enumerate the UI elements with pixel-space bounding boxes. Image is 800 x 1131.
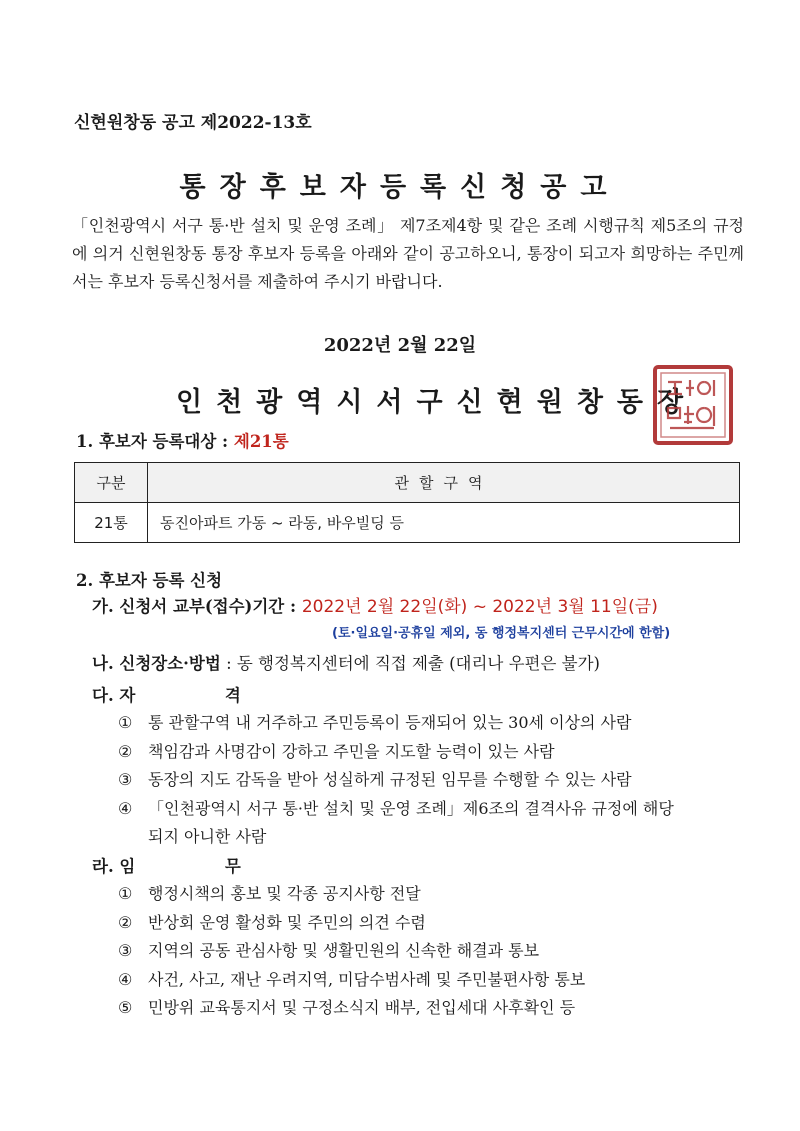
period-dates: 2022년 2월 22일(화) ~ 2022년 3월 11일(금)	[301, 597, 658, 617]
page-title: 통장후보자등록신청공고	[179, 172, 621, 203]
table-cell-category: 21통	[75, 503, 148, 543]
section-1-heading	[76, 428, 289, 452]
item-number: ③	[118, 941, 133, 960]
notice-date: 2022년 2월 22일	[323, 335, 477, 356]
item-number: ①	[118, 713, 133, 732]
item-text: 「인천광역시 서구 통·반 설치 및 운영 조례」제6조의 결격사유 규정에 해당	[148, 799, 674, 818]
duties-label-1: 라. 임	[92, 857, 136, 876]
item-number: ④	[118, 970, 133, 989]
official-seal-icon	[652, 364, 734, 446]
qualification-heading	[92, 682, 241, 706]
item-number: ③	[118, 770, 133, 789]
item-number: ⑤	[118, 998, 133, 1017]
table-header-area: 관할구역	[148, 463, 740, 503]
item-text: 지역의 공동 관심사항 및 생활민원의 신속한 해결과 통보	[148, 941, 540, 960]
application-method	[92, 650, 600, 674]
issuer-name: 인천광역시서구신현원창동장	[176, 387, 698, 418]
method-text: : 동 행정복지센터에 직접 제출 (대리나 우편은 불가)	[226, 654, 600, 673]
qualification-label-2: 격	[224, 686, 241, 705]
item-text: 동장의 지도 감독을 받아 성실하게 규정된 임무를 수행할 수 있는 사람	[148, 770, 632, 789]
qualification-item	[118, 796, 674, 819]
item-text: 행정시책의 홍보 및 각종 공지사항 전달	[148, 884, 421, 903]
item-text: 통 관할구역 내 거주하고 주민등록이 등재되어 있는 30세 이상의 사람	[148, 713, 632, 732]
intro-paragraph: 「인천광역시 서구 통·반 설치 및 운영 조례」 제7조제4항 및 같은 조례 시행규칙 제5조의 규정에 의거 신현원창동 통장 후보자 등록을 아래와 같이 공고하오니, 통장이 되고자 희망하는 주민께서는 후보자 등록신청서를 제출하여 주시기 바랍니다.	[72, 216, 744, 291]
duties-heading	[92, 853, 241, 877]
notice-number: 신현원창동 공고 제2022-13호	[74, 113, 312, 133]
item-text: 반상회 운영 활성화 및 주민의 의견 수렴	[148, 913, 426, 932]
period-label: 가. 신청서 교부(접수)기간 :	[92, 597, 297, 616]
jurisdiction-table	[74, 462, 740, 543]
qualification-item	[118, 710, 631, 733]
qualification-item-continuation: 되지 아니한 사람	[148, 827, 267, 846]
application-period	[92, 592, 658, 617]
duty-item	[118, 967, 585, 990]
duty-item	[118, 995, 575, 1018]
section-1-label: 1. 후보자 등록대상 :	[76, 432, 229, 451]
section-2-heading: 2. 후보자 등록 신청	[76, 571, 223, 590]
target-tong: 제21통	[233, 432, 289, 451]
item-number: ①	[118, 884, 133, 903]
item-number: ④	[118, 799, 133, 818]
duty-item	[118, 881, 421, 904]
duty-item	[118, 910, 426, 933]
item-text: 민방위 교육통지서 및 구정소식지 배부, 전입세대 사후확인 등	[148, 998, 576, 1017]
table-cell-area: 동진아파트 가동 ~ 라동, 바우빌딩 등	[148, 503, 740, 543]
qualification-label-1: 다. 자	[92, 686, 136, 705]
duty-item	[118, 938, 539, 961]
period-note: (토·일요일·공휴일 제외, 동 행정복지센터 근무시간에 한함)	[332, 626, 671, 641]
table-header-row	[75, 463, 740, 503]
qualification-item	[118, 767, 632, 790]
item-number: ②	[118, 742, 133, 761]
item-text: 책임감과 사명감이 강하고 주민을 지도할 능력이 있는 사람	[148, 742, 555, 761]
item-number: ②	[118, 913, 133, 932]
qualification-item	[118, 739, 555, 762]
item-text: 사건, 사고, 재난 우려지역, 미담수범사례 및 주민불편사항 통보	[148, 970, 586, 989]
table-row	[75, 503, 740, 543]
method-label: 나. 신청장소·방법	[92, 654, 221, 673]
duties-label-2: 무	[224, 857, 241, 876]
table-header-category: 구분	[75, 463, 148, 503]
